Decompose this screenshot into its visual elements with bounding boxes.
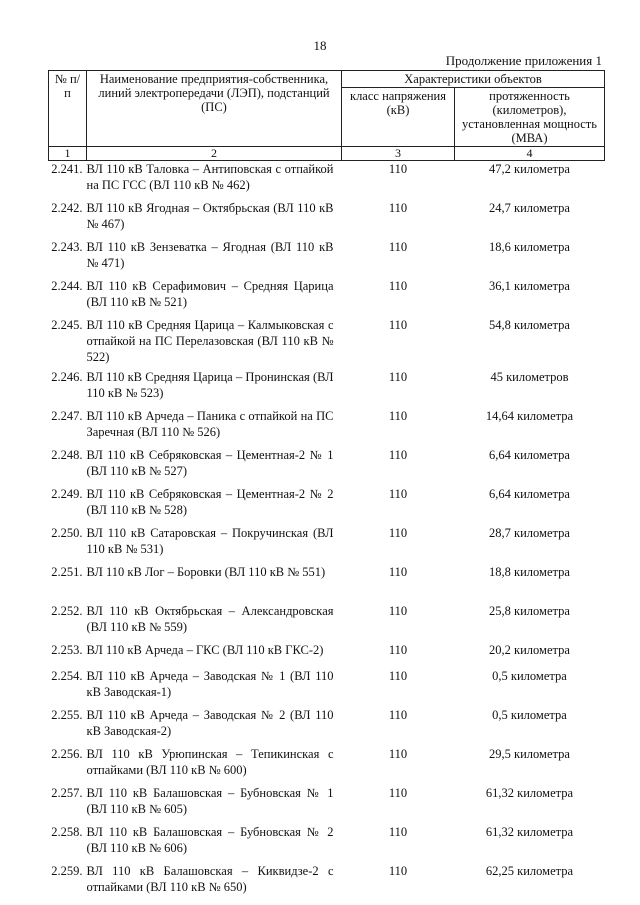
line-length: 54,8 километра xyxy=(489,317,570,332)
voltage-class: 110 xyxy=(388,278,408,293)
line-name: ВЛ 110 кВ Балашовская – Бубновская № 2 (ВЛ 110 кВ № 606) xyxy=(86,824,334,855)
line-length: 25,8 километра xyxy=(489,603,570,618)
line-length: 20,2 километра xyxy=(489,642,570,657)
header-index: 4 xyxy=(455,147,605,161)
voltage-class: 110 xyxy=(388,642,408,657)
table-row xyxy=(49,239,605,278)
line-name: ВЛ 110 кВ Арчеда – Паника с отпайкой на ПС Заречная (ВЛ 110 № 526) xyxy=(86,408,334,439)
line-name: ВЛ 110 кВ Октябрьская – Александровская (ВЛ 110 кВ № 559) xyxy=(86,603,334,634)
voltage-class: 110 xyxy=(388,564,408,579)
header-kv: класс напряжения (кВ) xyxy=(342,88,455,147)
voltage-class: 110 xyxy=(388,317,408,332)
line-name: ВЛ 110 кВ Таловка – Антиповская с отпайкой на ПС ГСС (ВЛ 110 кВ № 462) xyxy=(86,162,334,192)
line-length: 45 километров xyxy=(490,369,569,384)
row-number: 2.251. xyxy=(51,564,83,579)
row-number: 2.257. xyxy=(51,785,83,800)
line-name: ВЛ 110 кВ Себряковская – Цементная-2 № 2 (ВЛ 110 кВ № 528) xyxy=(86,486,334,517)
voltage-class: 110 xyxy=(388,525,408,540)
voltage-class: 110 xyxy=(388,668,408,683)
line-length: 18,6 километра xyxy=(489,239,570,254)
line-name: ВЛ 110 кВ Себряковская – Цементная-2 № 1 (ВЛ 110 кВ № 527) xyxy=(86,447,334,478)
line-length: 18,8 километра xyxy=(489,564,570,579)
table-row xyxy=(49,863,605,902)
row-number: 2.259. xyxy=(51,863,83,878)
row-number: 2.250. xyxy=(51,525,83,540)
table-row xyxy=(49,642,605,668)
page-number: 18 xyxy=(313,38,327,53)
header-name: Наименование предприятия-собственника, линий электропередачи (ЛЭП), подстанций (ПС) xyxy=(87,71,342,147)
line-length: 62,25 километра xyxy=(485,863,574,878)
line-name: ВЛ 110 кВ Зензеватка – Ягодная (ВЛ 110 кВ № 471) xyxy=(86,239,334,270)
line-length: 0,5 километра xyxy=(492,668,567,683)
table-row xyxy=(49,161,605,200)
table-row xyxy=(49,668,605,707)
continuation-note: Продолжение приложения 1 xyxy=(445,53,602,68)
table-row xyxy=(49,408,605,447)
voltage-class: 110 xyxy=(388,239,408,254)
line-name: ВЛ 110 кВ Арчеда – ГКС (ВЛ 110 кВ ГКС-2) xyxy=(86,642,324,657)
row-number: 2.244. xyxy=(51,278,83,293)
row-number: 2.252. xyxy=(51,603,83,618)
line-name: ВЛ 110 кВ Балашовская – Бубновская № 1 (ВЛ 110 кВ № 605) xyxy=(86,785,334,816)
voltage-class: 110 xyxy=(388,486,408,501)
row-number: 2.254. xyxy=(51,668,83,683)
row-number: 2.258. xyxy=(51,824,83,839)
table-row xyxy=(49,278,605,317)
row-number: 2.253. xyxy=(51,642,83,657)
row-number: 2.243. xyxy=(51,239,83,254)
voltage-class: 110 xyxy=(388,824,408,839)
line-name: ВЛ 110 кВ Арчеда – Заводская № 1 (ВЛ 110 кВ Заводская-1) xyxy=(86,668,334,699)
row-number: 2.248. xyxy=(51,447,83,462)
line-name: ВЛ 110 кВ Лог – Боровки (ВЛ 110 кВ № 551) xyxy=(86,564,326,579)
row-number: 2.241. xyxy=(51,162,83,176)
line-name: ВЛ 110 кВ Серафимович – Средняя Царица (ВЛ 110 кВ № 521) xyxy=(86,278,334,309)
line-name: ВЛ 110 кВ Средняя Царица – Пронинская (ВЛ 110 кВ № 523) xyxy=(86,369,334,400)
row-number: 2.255. xyxy=(51,707,83,722)
table-row xyxy=(49,707,605,746)
line-length: 61,32 километра xyxy=(485,824,574,839)
line-name: ВЛ 110 кВ Арчеда – Заводская № 2 (ВЛ 110 кВ Заводская-2) xyxy=(86,707,334,738)
header-len: протяженность (километров), установленная мощность (МВА) xyxy=(455,88,605,147)
row-number: 2.249. xyxy=(51,486,83,501)
header-group: Характеристики объектов xyxy=(342,71,605,88)
table-row xyxy=(49,200,605,239)
voltage-class: 110 xyxy=(388,408,408,423)
line-name: ВЛ 110 кВ Сатаровская – Покручинская (ВЛ 110 кВ № 531) xyxy=(86,525,334,556)
objects-table xyxy=(48,70,605,902)
line-name: ВЛ 110 кВ Средняя Царица – Калмыковская с отпайкой на ПС Перелазовская (ВЛ 110 кВ № 522) xyxy=(86,317,334,364)
voltage-class: 110 xyxy=(388,369,408,384)
table-row xyxy=(49,824,605,863)
voltage-class: 110 xyxy=(388,863,408,878)
line-name: ВЛ 110 кВ Балашовская – Киквидзе-2 с отпайками (ВЛ 110 кВ № 650) xyxy=(86,863,334,894)
line-length: 61,32 километра xyxy=(485,785,574,800)
table-row xyxy=(49,369,605,408)
header-num: № п/п xyxy=(49,71,87,147)
row-number: 2.242. xyxy=(51,200,83,215)
row-number: 2.247. xyxy=(51,408,83,423)
voltage-class: 110 xyxy=(388,785,408,800)
table-row xyxy=(49,486,605,525)
line-length: 28,7 километра xyxy=(489,525,570,540)
row-number: 2.256. xyxy=(51,746,83,761)
table-body xyxy=(49,161,605,902)
table-row xyxy=(49,564,605,603)
table-row xyxy=(49,525,605,564)
voltage-class: 110 xyxy=(388,447,408,462)
line-length: 0,5 километра xyxy=(492,707,567,722)
table-row xyxy=(49,317,605,369)
voltage-class: 110 xyxy=(388,707,408,722)
line-length: 6,64 километра xyxy=(489,486,570,501)
table-row xyxy=(49,746,605,785)
table-row xyxy=(49,603,605,642)
header-index: 1 xyxy=(49,147,87,161)
table-row xyxy=(49,447,605,486)
header-index: 2 xyxy=(87,147,342,161)
row-number: 2.246. xyxy=(51,369,83,384)
line-name: ВЛ 110 кВ Урюпинская – Тепикинская с отпайками (ВЛ 110 кВ № 600) xyxy=(86,746,334,777)
voltage-class: 110 xyxy=(388,746,408,761)
line-length: 47,2 километра xyxy=(489,162,570,176)
row-number: 2.245. xyxy=(51,317,83,332)
table-row xyxy=(49,785,605,824)
line-length: 14,64 километра xyxy=(485,408,574,423)
line-length: 24,7 километра xyxy=(489,200,570,215)
line-length: 6,64 километра xyxy=(489,447,570,462)
voltage-class: 110 xyxy=(388,603,408,618)
line-name: ВЛ 110 кВ Ягодная – Октябрьская (ВЛ 110 кВ № 467) xyxy=(86,200,334,231)
line-length: 36,1 километра xyxy=(489,278,570,293)
voltage-class: 110 xyxy=(388,162,408,176)
voltage-class: 110 xyxy=(388,200,408,215)
header-index: 3 xyxy=(342,147,455,161)
line-length: 29,5 километра xyxy=(489,746,570,761)
